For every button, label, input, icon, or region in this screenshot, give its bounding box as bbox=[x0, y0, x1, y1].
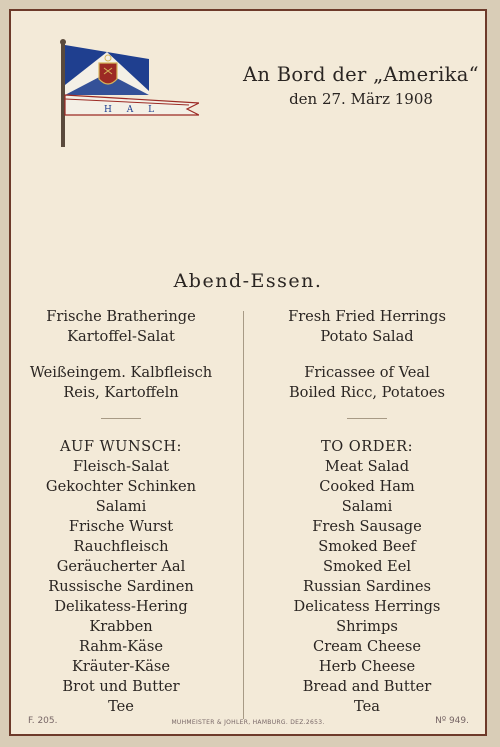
menu-item: Reis, Kartoffeln bbox=[63, 384, 179, 401]
ship-title: An Bord der „Amerika“ bbox=[243, 63, 479, 86]
menu-item: Fleisch-Salat bbox=[72, 458, 170, 475]
menu-item: Tea bbox=[354, 698, 380, 715]
english-column bbox=[257, 307, 477, 717]
menu-date: den 27. März 1908 bbox=[289, 90, 433, 108]
menu-item: Rauchfleisch bbox=[73, 538, 169, 555]
menu-item: Gekochter Schinken bbox=[45, 478, 197, 495]
printer-imprint: MUHMEISTER & JOHLER, HAMBURG. DEZ.2653. bbox=[171, 719, 325, 726]
flag-lettering: H A L bbox=[104, 105, 161, 115]
column-divider bbox=[243, 311, 244, 719]
header bbox=[236, 63, 486, 108]
menu-item: Tee bbox=[108, 698, 134, 715]
menu-item: Meat Salad bbox=[324, 458, 410, 475]
meal-title: Abend-Essen. bbox=[173, 270, 323, 292]
order-header: AUF WUNSCH: bbox=[60, 438, 182, 455]
menu-item: Fresh Sausage bbox=[312, 518, 422, 535]
separator-rule bbox=[347, 418, 387, 419]
order-header: TO ORDER: bbox=[320, 438, 414, 455]
menu-item: Fricassee of Veal bbox=[304, 364, 430, 381]
german-column bbox=[11, 307, 231, 717]
menu-item: Bread and Butter bbox=[302, 678, 432, 695]
menu-item: Kartoffel-Salat bbox=[67, 328, 175, 345]
menu-item: Russische Sardinen bbox=[48, 578, 194, 595]
menu-item: Frische Bratheringe bbox=[46, 308, 196, 325]
menu-item: Cream Cheese bbox=[313, 638, 421, 655]
form-number: F. 205. bbox=[28, 716, 58, 726]
menu-item: Russian Sardines bbox=[303, 578, 431, 595]
menu-item: Frische Wurst bbox=[68, 518, 174, 535]
menu-item: Salami bbox=[95, 498, 147, 515]
menu-item: Delicatess Herrings bbox=[293, 598, 441, 615]
menu-item: Fresh Fried Herrings bbox=[288, 308, 446, 325]
hapag-flag-icon bbox=[49, 39, 199, 149]
menu-item: Delikatess-Hering bbox=[54, 598, 188, 615]
separator-rule bbox=[101, 418, 141, 419]
menu-item: Salami bbox=[341, 498, 393, 515]
menu-item: Kräuter-Käse bbox=[71, 658, 171, 675]
card-number: Nº 949. bbox=[435, 716, 469, 726]
menu-item: Smoked Beef bbox=[318, 538, 416, 555]
menu-item: Rahm-Käse bbox=[79, 638, 163, 655]
menu-item: Krabben bbox=[89, 618, 153, 635]
menu-item: Herb Cheese bbox=[318, 658, 416, 675]
menu-item: Potato Salad bbox=[320, 328, 414, 345]
menu-item: Smoked Eel bbox=[322, 558, 412, 575]
menu-item: Geräucherter Aal bbox=[56, 558, 186, 575]
menu-item: Cooked Ham bbox=[319, 478, 415, 495]
menu-item: Shrimps bbox=[336, 618, 398, 635]
menu-item: Weißeingem. Kalbfleisch bbox=[29, 364, 213, 381]
menu-item: Boiled Ricc, Potatoes bbox=[288, 384, 446, 401]
menu-card bbox=[9, 9, 487, 736]
menu-item: Brot und Butter bbox=[62, 678, 180, 695]
